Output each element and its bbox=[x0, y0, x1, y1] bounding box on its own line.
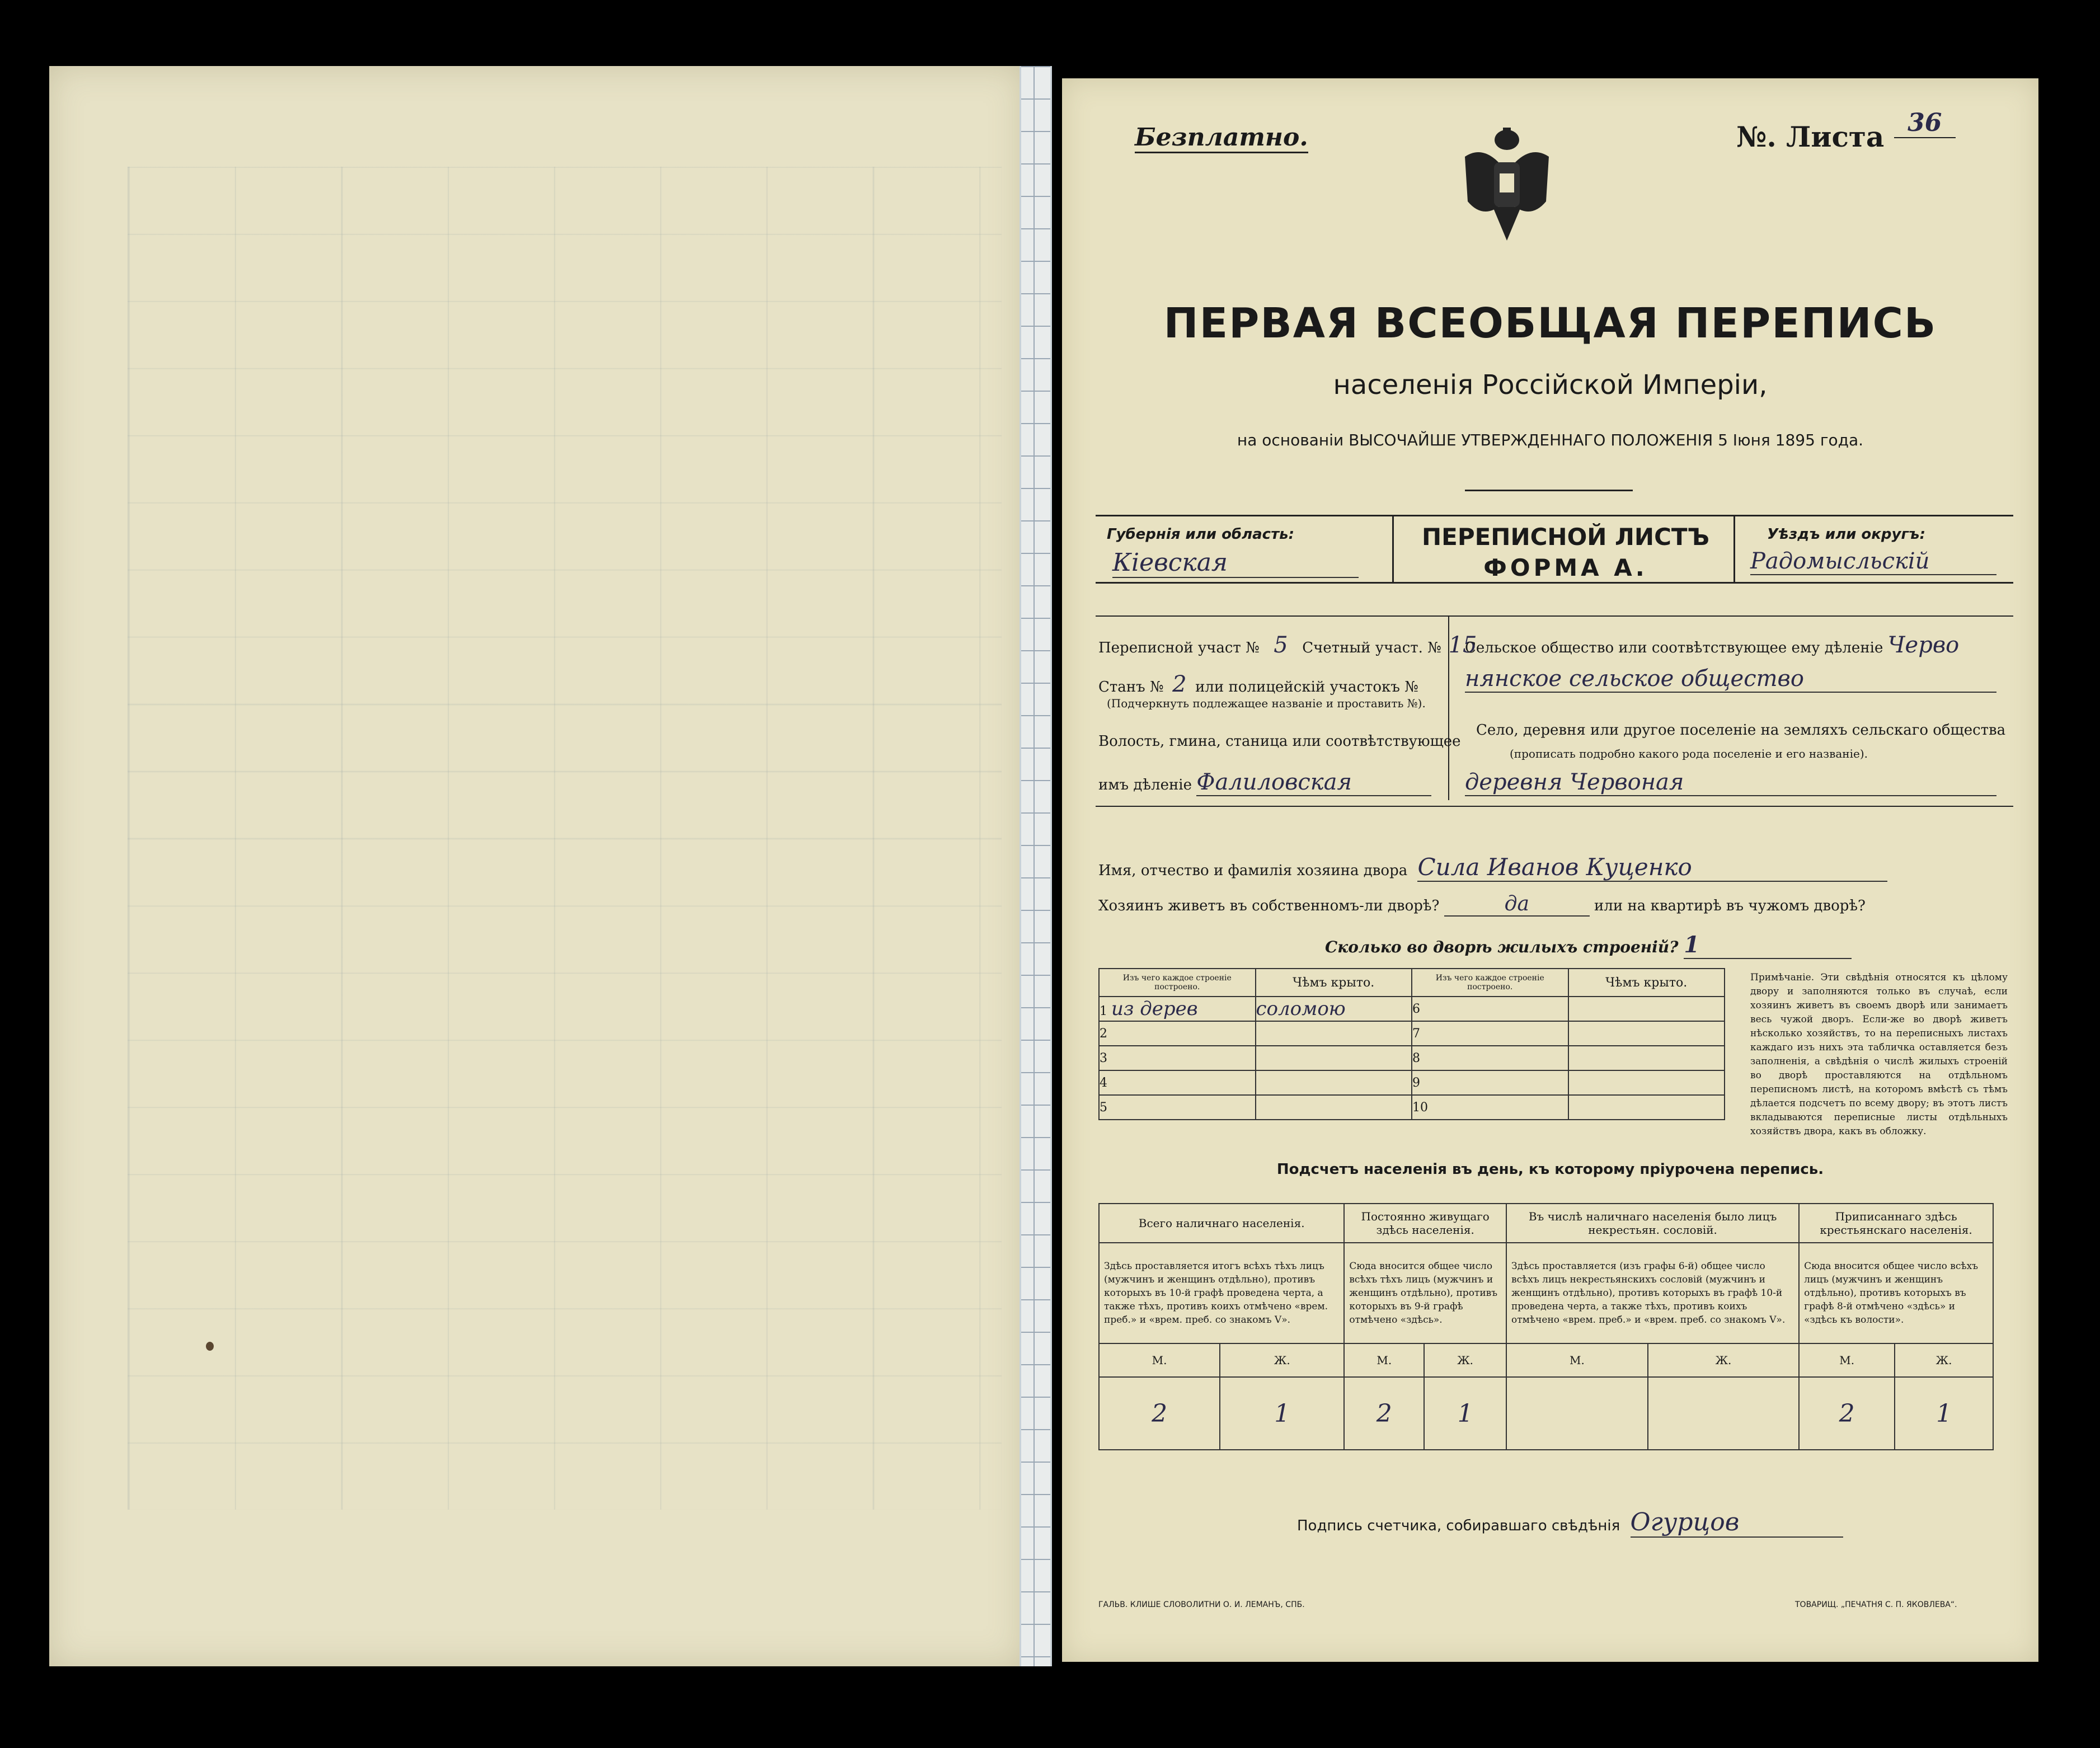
footer-right: ТОВАРИЩ. „ПЕЧАТНЯ С. П. ЯКОВЛЕВА“. bbox=[1795, 1600, 1957, 1609]
uchastok-value: 5 bbox=[1274, 632, 1288, 658]
binding-strip-line bbox=[1033, 66, 1035, 1666]
form-main-title: ПЕРВАЯ ВСЕОБЩАЯ ПЕРЕПИСЬ bbox=[1163, 299, 1937, 347]
uezd-value: Радомысльскій bbox=[1750, 548, 1996, 575]
list-title: ПЕРЕПИСНОЙ ЛИСТЪ bbox=[1421, 523, 1710, 551]
table-row bbox=[1099, 1021, 1725, 1046]
population-table bbox=[1098, 1203, 1994, 1450]
society-label: Сельское общество или соотвѣтствующее ему дѣленіе bbox=[1465, 640, 1883, 656]
form-subtitle: населенія Россійской Имперіи, bbox=[1333, 369, 1768, 401]
row-number: 6 bbox=[1412, 1002, 1420, 1016]
pop-col-peasant-title: Приписаннаго здѣсь крестьянскаго населенія. bbox=[1799, 1204, 1993, 1243]
schetny-value: 15 bbox=[1448, 632, 1477, 658]
row-number: 8 bbox=[1412, 1046, 1568, 1070]
buildings-remark: Примѣчаніе. Эти свѣдѣнія относятся къ цѣлому двору и заполняются только въ случаѣ, если хозяинъ живетъ въ своемъ дворѣ или занимаетъ весь чужой дворъ. Если-же во дворѣ живетъ нѣсколько хозяйствъ, то на переписныхъ листахъ каждаго изъ нихъ эта табличка оставляется безъ заполненія, а свѣдѣнія о числѣ жилыхъ строеній во дворѣ проставляются на отдѣльномъ переписномъ листѣ, на которомъ вмѣстѣ съ тѣмъ дѣлается подсчетъ по всему двору; въ этотъ листъ вкладываются переписные листы отдѣльныхъ хозяйствъ двора, какъ въ обложку. bbox=[1750, 972, 2008, 1137]
roof-value: соломою bbox=[1256, 997, 1412, 1021]
village-note: (прописать подробно какого рода поселеніе и его названіе). bbox=[1510, 747, 1868, 760]
row-number: 10 bbox=[1412, 1095, 1568, 1120]
district-bottom-rule bbox=[1096, 806, 2013, 807]
pop-noncrest-f bbox=[1648, 1377, 1799, 1450]
form-box-divider-left bbox=[1392, 515, 1394, 582]
owner-lives-value: да bbox=[1444, 892, 1590, 917]
schetny-label: Счетный участ. № bbox=[1302, 640, 1441, 656]
form-name: ФОРМА А. bbox=[1483, 554, 1648, 581]
pop-col-permanent-title: Постоянно живущаго здѣсь населенія. bbox=[1344, 1204, 1506, 1243]
owner-name-value: Сила Иванов Куценко bbox=[1417, 853, 1887, 882]
row-number: 9 bbox=[1412, 1070, 1568, 1095]
stan-label: Станъ № bbox=[1098, 679, 1164, 696]
volost-label-line1: Волость, гмина, станица или соотвѣтствующее bbox=[1098, 733, 1461, 750]
row-number: 1 bbox=[1100, 1004, 1107, 1018]
pop-col-total-title: Всего наличнаго населенія. bbox=[1099, 1204, 1344, 1243]
pop-col-total-desc: Здѣсь проставляется итогъ всѣхъ тѣхъ лицъ (мужчинъ и женщинъ отдѣльно), противъ которыхъ въ 10-й графѣ проведена черта, а также тѣхъ, противъ коихъ отмѣчено «врем. преб.» и «врем. преб. со знакомъ V». bbox=[1099, 1243, 1344, 1343]
row-number: 7 bbox=[1412, 1021, 1568, 1046]
table-row bbox=[1099, 1095, 1725, 1120]
volost-label-line2: имъ дѣленіе bbox=[1098, 777, 1192, 793]
gubernia-value: Кіевская bbox=[1112, 548, 1359, 578]
row-number: 5 bbox=[1099, 1095, 1256, 1120]
buildings-col-material: Изъ чего каждое строеніе построено. bbox=[1099, 969, 1256, 997]
pop-m-label: М. bbox=[1344, 1343, 1424, 1377]
table-row bbox=[1099, 997, 1725, 1021]
row-number: 4 bbox=[1099, 1070, 1256, 1095]
buildings-count-value: 1 bbox=[1684, 932, 1852, 959]
imperial-eagle-emblem-icon bbox=[1459, 123, 1554, 246]
uezd-label: Уѣздъ или округъ: bbox=[1767, 526, 1925, 543]
village-value: деревня Червоная bbox=[1465, 769, 1996, 796]
owner-lives-label: Хозяинъ живетъ въ собственномъ-ли дворѣ? bbox=[1098, 898, 1440, 914]
form-box-divider-right bbox=[1733, 515, 1735, 582]
district-note: (Подчеркнуть подлежащее названіе и проставить №). bbox=[1107, 697, 1426, 710]
pop-permanent-m: 2 bbox=[1344, 1377, 1424, 1450]
table-row bbox=[1099, 1046, 1725, 1070]
form-basis: на основаніи ВЫСОЧАЙШЕ УТВЕРЖДЕННАГО ПОЛОЖЕНІЯ 5 Іюня 1895 года. bbox=[1237, 431, 1864, 449]
buildings-count-label: Сколько во дворѣ жилыхъ строеній? bbox=[1325, 938, 1679, 956]
pop-m-label: М. bbox=[1099, 1343, 1220, 1377]
gubernia-label: Губернія или область: bbox=[1107, 526, 1294, 543]
stan-value: 2 bbox=[1172, 671, 1187, 697]
pop-f-label: Ж. bbox=[1220, 1343, 1344, 1377]
binding-strip bbox=[1020, 66, 1052, 1666]
stan-rest-label: или полицейскій участокъ № bbox=[1195, 679, 1418, 696]
volost-value: Фалиловская bbox=[1196, 769, 1431, 796]
sheet-number-label: №. Листа bbox=[1736, 120, 1885, 153]
pop-col-peasant-desc: Сюда вносится общее число всѣхъ лицъ (мужчинъ и женщинъ отдѣльно), противъ которыхъ въ графѣ 8-й отмѣчено «здѣсь» и «здѣсь къ волости». bbox=[1799, 1243, 1993, 1343]
census-form-page bbox=[1062, 78, 2038, 1662]
population-heading: Подсчетъ населенія въ день, къ которому пріурочена перепись. bbox=[1276, 1161, 1824, 1178]
pop-total-m: 2 bbox=[1099, 1377, 1220, 1450]
row-number: 3 bbox=[1099, 1046, 1256, 1070]
owner-name-label: Имя, отчество и фамилія хозяина двора bbox=[1098, 862, 1408, 879]
row-number: 2 bbox=[1099, 1021, 1256, 1046]
pop-total-f: 1 bbox=[1220, 1377, 1344, 1450]
pop-peasant-m: 2 bbox=[1799, 1377, 1895, 1450]
pop-col-noncrest-title: Въ числѣ наличнаго населенія было лицъ некрестьян. сословій. bbox=[1506, 1204, 1799, 1243]
buildings-col-roof: Чѣмъ крыто. bbox=[1256, 969, 1412, 997]
sheet-number-value: 36 bbox=[1894, 109, 1956, 138]
pop-col-permanent-desc: Сюда вносится общее число всѣхъ тѣхъ лицъ (мужчинъ и женщинъ отдѣльно), противъ которыхъ въ 9-й графѣ отмѣчено «здѣсь». bbox=[1344, 1243, 1506, 1343]
table-row bbox=[1099, 1070, 1725, 1095]
pop-permanent-f: 1 bbox=[1424, 1377, 1506, 1450]
free-label: Безплатно. bbox=[1135, 123, 1308, 153]
binding-hole bbox=[206, 1342, 214, 1351]
pop-m-label: М. bbox=[1799, 1343, 1895, 1377]
owner-rent-label: или на квартирѣ въ чужомъ дворѣ? bbox=[1594, 898, 1866, 914]
district-top-rule bbox=[1096, 615, 2013, 617]
pop-f-label: Ж. bbox=[1648, 1343, 1799, 1377]
village-label: Село, деревня или другое поселеніе на земляхъ сельскаго общества bbox=[1476, 722, 2006, 739]
form-box-bottom-rule bbox=[1096, 582, 2013, 584]
uchastok-label: Переписной участ № bbox=[1098, 640, 1260, 656]
pop-f-label: Ж. bbox=[1895, 1343, 1993, 1377]
bleed-through-grid bbox=[128, 167, 1002, 1510]
form-box-top-rule bbox=[1096, 515, 2013, 516]
society-value-1: Черво bbox=[1887, 632, 1960, 658]
pop-f-label: Ж. bbox=[1424, 1343, 1506, 1377]
society-value-2: нянское сельское общество bbox=[1465, 666, 1996, 693]
signature-value: Огурцов bbox=[1631, 1508, 1843, 1538]
pop-peasant-f: 1 bbox=[1895, 1377, 1993, 1450]
material-value: из дерев bbox=[1111, 998, 1198, 1020]
title-ornament-rule bbox=[1465, 490, 1633, 491]
buildings-col-roof-2: Чѣмъ крыто. bbox=[1568, 969, 1725, 997]
pop-noncrest-m bbox=[1506, 1377, 1648, 1450]
left-page-blank bbox=[49, 66, 1023, 1666]
buildings-col-material-2: Изъ чего каждое строеніе построено. bbox=[1412, 969, 1568, 997]
pop-m-label: М. bbox=[1506, 1343, 1648, 1377]
signature-label: Подпись счетчика, собиравшаго свѣдѣнія bbox=[1297, 1517, 1620, 1534]
pop-col-noncrest-desc: Здѣсь проставляется (изъ графы 6-й) общее число всѣхъ лицъ некрестьянскихъ сословій (мужчинъ и женщинъ отдѣльно), противъ которыхъ въ графѣ 10-й проведена черта, а также тѣхъ, противъ коихъ отмѣчено «врем. преб.» и «врем. преб. со знакомъ V». bbox=[1506, 1243, 1799, 1343]
buildings-table bbox=[1098, 968, 1725, 1120]
footer-left: ГАЛЬВ. КЛИШЕ СЛОВОЛИТНИ О. И. ЛЕМАНЪ, СПБ. bbox=[1098, 1600, 1305, 1609]
